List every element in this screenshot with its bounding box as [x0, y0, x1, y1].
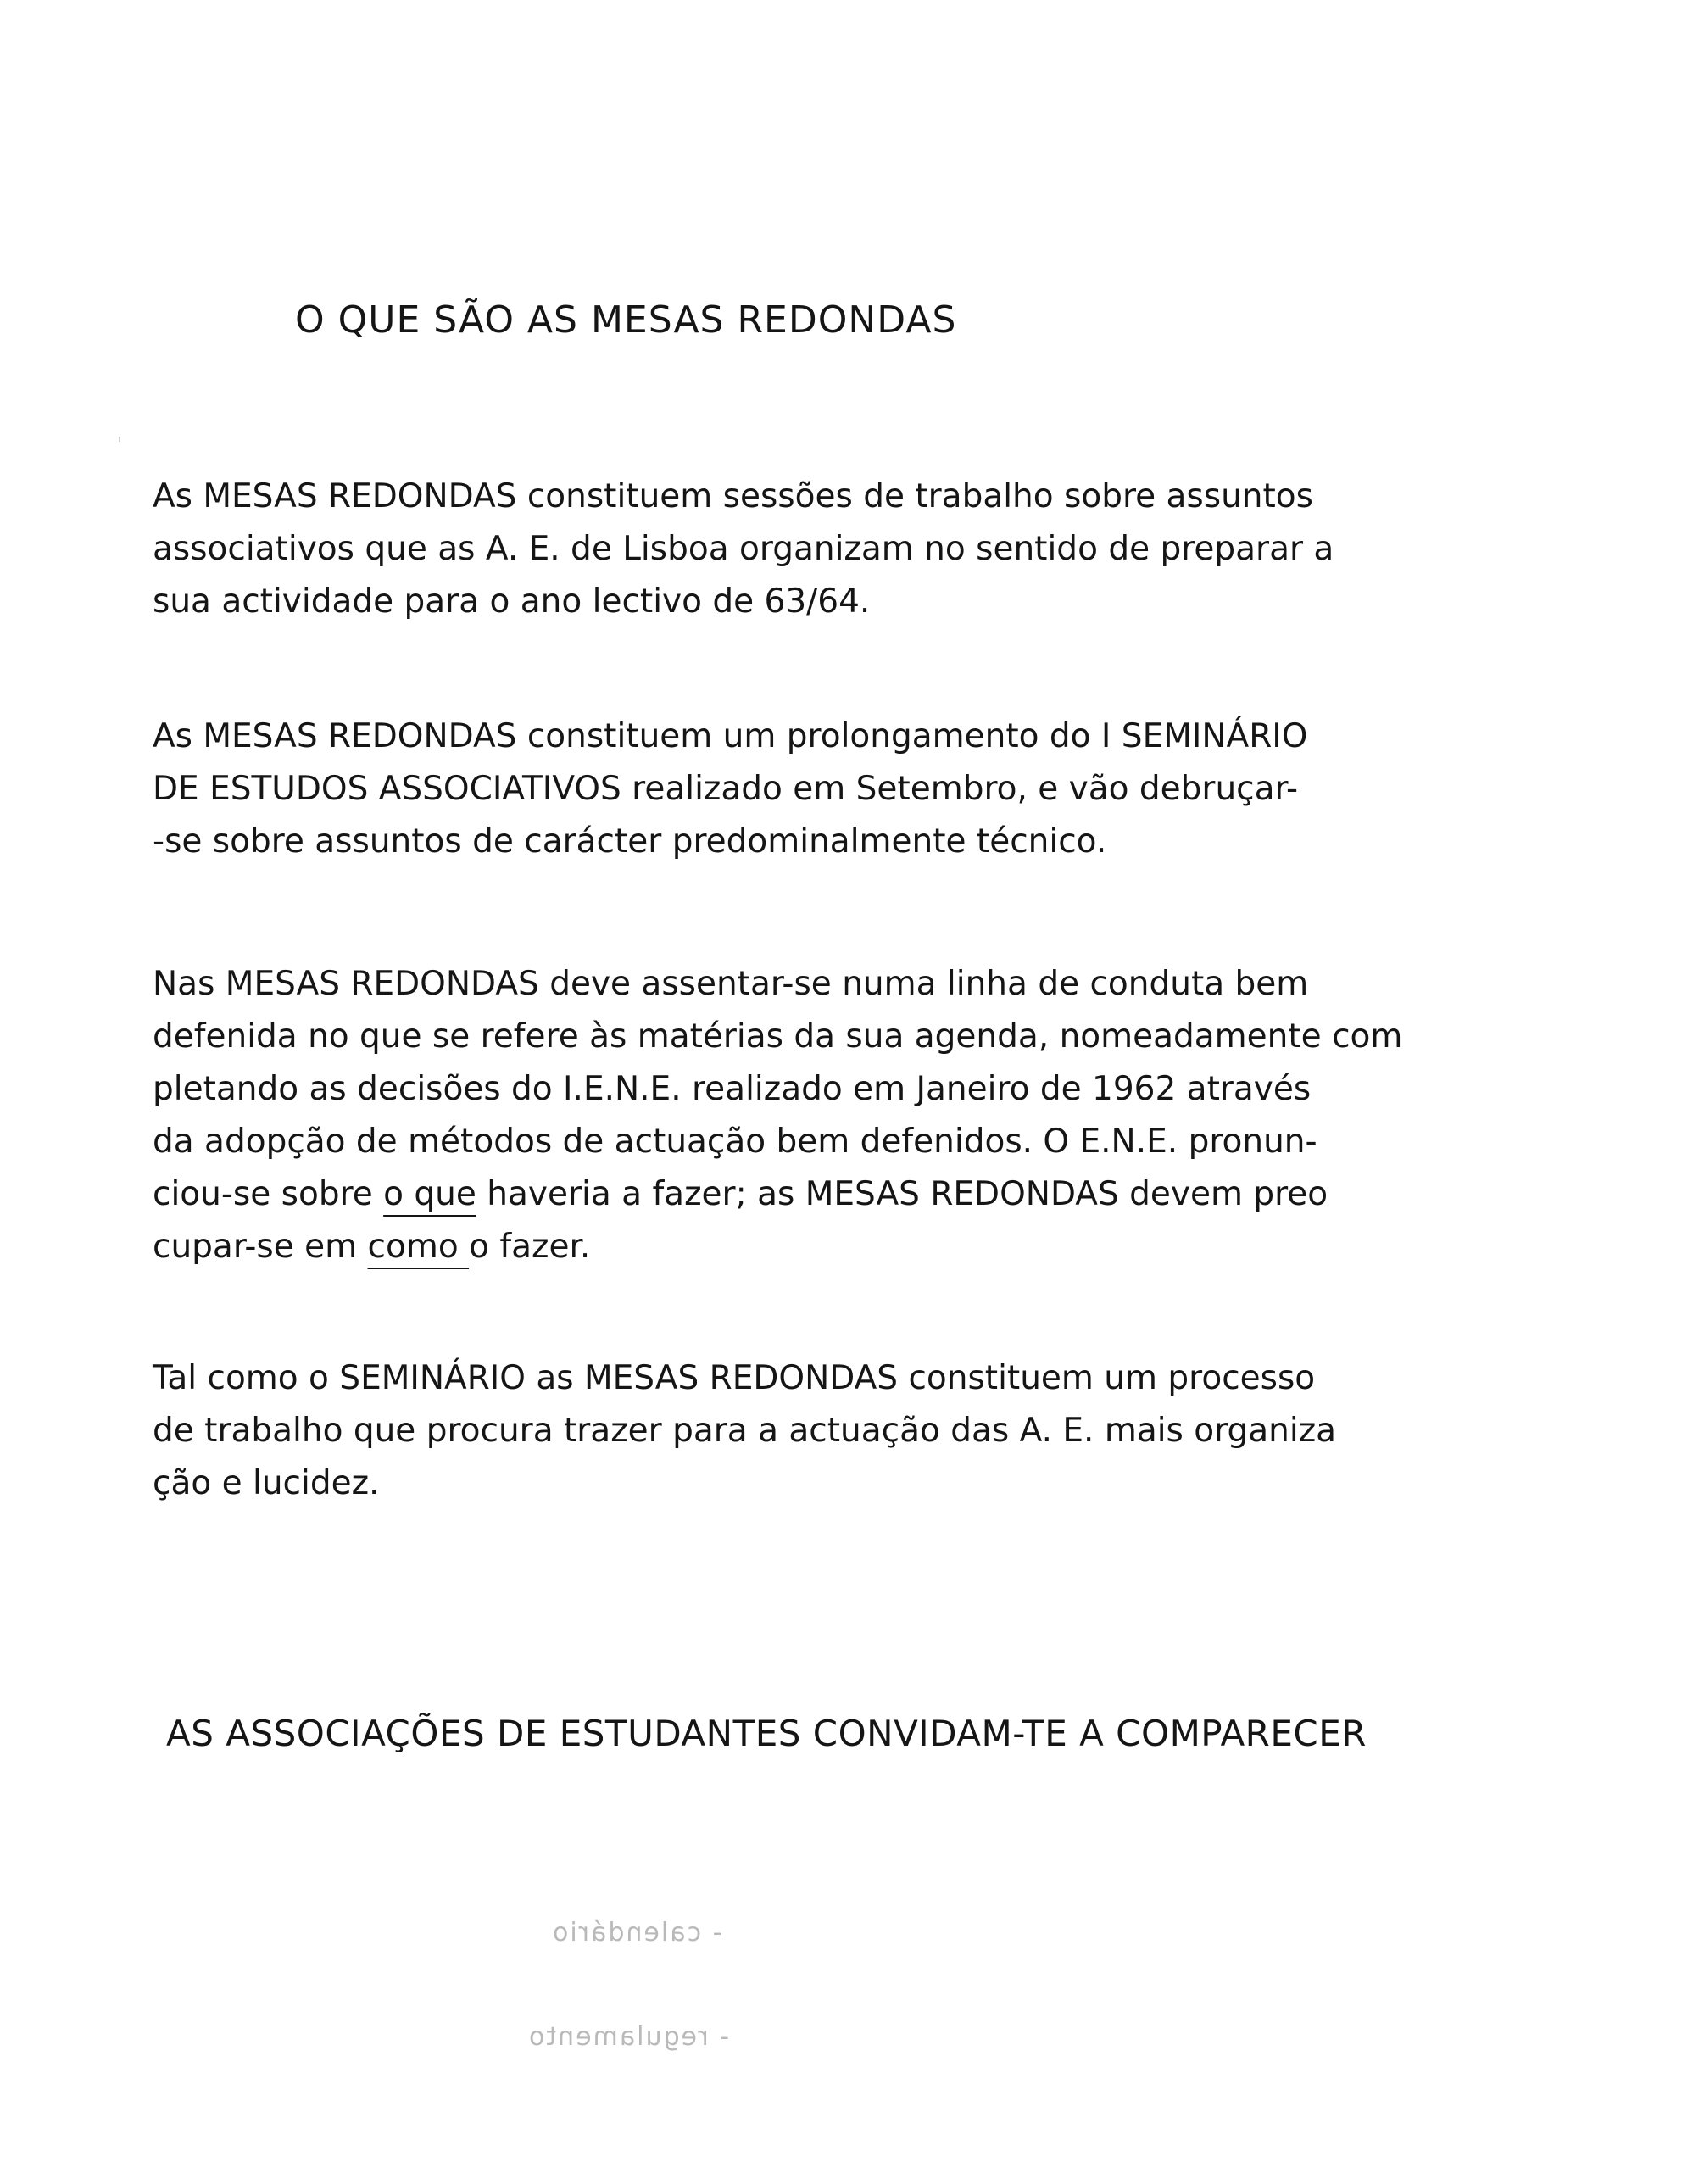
- document-title: O QUE SÃO AS MESAS REDONDAS: [295, 298, 957, 342]
- bleed-through-text: - regulamento: [527, 2022, 730, 2052]
- paragraph-line: DE ESTUDOS ASSOCIATIVOS realizado em Setembro, e vão debruçar-: [153, 770, 1299, 808]
- paragraph-line: defenida no que se refere às matérias da sua agenda, nomeadamente com: [153, 1017, 1403, 1056]
- underlined-text: como: [367, 1228, 470, 1266]
- line-text: ciou-se sobre: [153, 1175, 384, 1213]
- paragraph-4: [153, 1352, 1475, 1510]
- paragraph-line: Nas MESAS REDONDAS deve assentar-se numa linha de conduta bem: [153, 965, 1309, 1003]
- scan-speck: [119, 437, 120, 442]
- paragraph-line: As MESAS REDONDAS constituem sessões de trabalho sobre assuntos: [153, 477, 1313, 515]
- paragraph-line: da adopção de métodos de actuação bem defenidos. O E.N.E. pronun-: [153, 1123, 1317, 1161]
- line-text: o fazer.: [469, 1228, 591, 1266]
- paragraph-line-with-underline: [153, 1168, 1475, 1221]
- paragraph-line-with-underline: [153, 1221, 1475, 1273]
- paragraph-line: ção e lucidez.: [153, 1464, 380, 1502]
- underlined-text: o que: [383, 1175, 476, 1213]
- paragraph-2: [153, 710, 1475, 868]
- paragraph-line: de trabalho que procura trazer para a actuação das A. E. mais organiza: [153, 1412, 1337, 1450]
- paragraph-1: [153, 471, 1475, 628]
- closing-invitation: AS ASSOCIAÇÕES DE ESTUDANTES CONVIDAM-TE A COMPARECER: [166, 1713, 1367, 1754]
- paragraph-line: pletando as decisões do I.E.N.E. realizado em Janeiro de 1962 através: [153, 1070, 1312, 1108]
- paragraph-line: -se sobre assuntos de carácter predominalmente técnico.: [153, 822, 1107, 861]
- bleed-through-text: - calendário: [551, 1918, 722, 1947]
- paragraph-3: [153, 958, 1475, 1273]
- paragraph-line: associativos que as A. E. de Lisboa organizam no sentido de preparar a: [153, 530, 1334, 568]
- line-text: cupar-se em: [153, 1228, 368, 1266]
- paragraph-line: As MESAS REDONDAS constituem um prolongamento do I SEMINÁRIO: [153, 717, 1308, 755]
- paragraph-line: sua actividade para o ano lectivo de 63/64.: [153, 582, 871, 621]
- paragraph-line: Tal como o SEMINÁRIO as MESAS REDONDAS constituem um processo: [153, 1359, 1316, 1397]
- line-text: haveria a fazer; as MESAS REDONDAS devem preo: [476, 1175, 1328, 1213]
